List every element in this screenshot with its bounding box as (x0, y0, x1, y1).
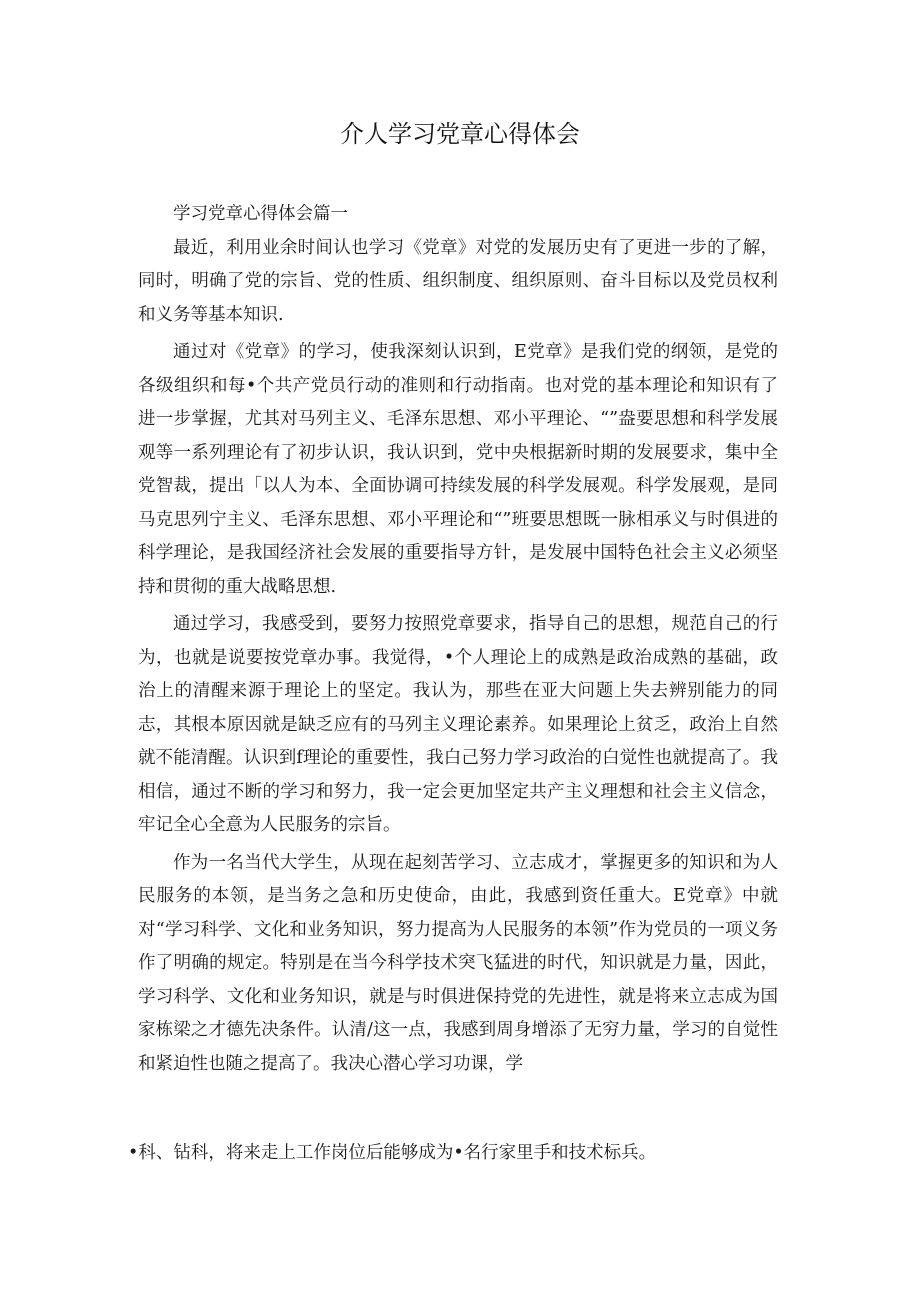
paragraph-continuation: •科、钻科，将来走上工作岗位后能够成为•名行家里手和技术标兵。 (128, 1143, 657, 1163)
section-subtitle: 学习党章心得体会篇一 (173, 204, 348, 224)
document-body (138, 198, 778, 1085)
paragraph-3: 通过学习，我感受到，要努力按照党章要求，指导自己的思想，规范自己的行为，也就是说要按党章办事。我觉得，•个人理论上的成熟是政治成熟的基础，政治上的清醒来源于理论上的坚定。我认为，那些在亚大问题上失去辨别能力的同志，其根本原因就是缺乏应有的马列主义理论素养。如果理论上贫乏，政治上自然就不能清醒。认识到f理论的重要性，我白己努力学习政治的白觉性也就提高了。我相信，通过不断的学习和努力，我一定会更加坚定共产主义理想和社会主义信念，牢记全心全意为人民服务的宗旨。 (138, 614, 778, 835)
document-title: 介人学习党章心得体会 (340, 120, 580, 148)
paragraph-2: 通过对《党章》的学习，使我深刻认识到，E党章》是我们党的纲领，是党的各级组织和每•个共产党员行动的准则和行动指南。也对党的基本理论和知识有了进一步掌握，尤其对马列主义、毛泽东思想、邓小平理论、“”盎要思想和科学发展观等一系列理论有了初步认识，我认识到，党中央根据新时期的发展要求，集中全党智裁，提出「以人为本、全面协调可持续发展的科学发展观。科学发展观，是同马克思列宁主义、毛泽东思想、邓小平理论和“”班要思想既一脉相承义与时俱进的科学理论，是我国经济社会发展的重要指导方针，是发展中国特色社会主义必须坚持和贯彻的重大战略思想. (138, 342, 778, 597)
paragraph-4: 作为一名当代大学生，从现在起刻苦学习、立志成才，掌握更多的知识和为人民服务的本领，是当务之急和历史使命，由此，我感到资任重大。E党章》中就对“学习科学、文化和业务知识，努力提高为人民服务的本领”作为党员的一项义务作了明确的规定。特别是在当今科学技术突飞猛进的时代，知识就是力量，因此，学习科学、文化和业务知识，就是与时俱进保持党的先进性，就是将来立志成为国家栋梁之才德先决条件。认清/这一点，我感到周身增添了无穷力量，学习的自觉性和紧迫性也随之提高了。我决心潜心学习功课，学 (138, 852, 778, 1074)
paragraph-1: 最近，利用业余时间认也学习《党章》对党的发展历史有了更进一步的了解，同时，明确了党的宗旨、党的性质、组织制度、组织原则、奋斗目标以及党员权利和义务等基本知识. (138, 237, 778, 325)
